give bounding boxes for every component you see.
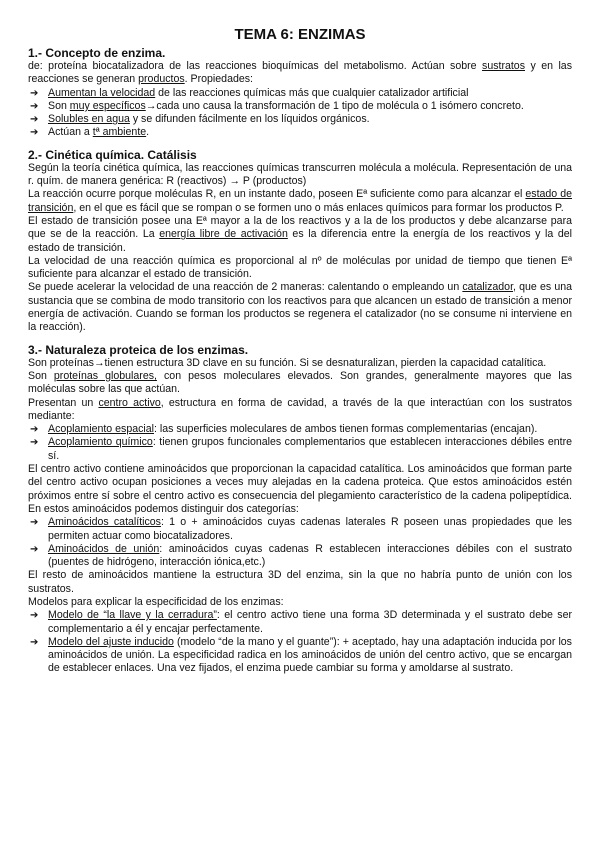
s1-bullet-3: ➔ Solubles en agua y se difunden fácilmente en los líquidos orgánicos.	[28, 113, 572, 126]
s3-bullet-spatial: ➔ Acoplamiento espacial: las superficies moleculares de ambos tienen formas complementarias (encajan).	[28, 423, 572, 436]
s2-paragraph-2: La reacción ocurre porque moléculas R, en un instante dado, poseen Eª suficiente como para alcanzar el estado de transición, en el que es fácil que se rompan o se formen uno o más enlaces químicos para formar los productos P.	[28, 188, 572, 214]
s2-paragraph-1: Según la teoría cinética química, las reacciones químicas transcurren molécula a molécula. Representación de una r. quím. de manera genérica: R (reactivos) → P (productos)	[28, 161, 572, 188]
section-3-heading: 3.- Naturaleza proteica de los enzimas.	[28, 342, 249, 357]
s2-paragraph-3: El estado de transición posee una Eª mayor a la de los reactivos y a la de los productos y debe alcanzarse para que se de la reacción. La energía libre de activación es la diferencia entre la energía de los reactivos y la del estado de transición.	[28, 214, 573, 254]
section-1-heading: 1.- Concepto de enzima.	[28, 46, 166, 60]
s3-bullet-binding: ➔ Aminoácidos de unión: aminoácidos cuyas cadenas R establecen interacciones débiles con el sustrato (puentes de hidrógeno, interacción iónica,etc.)	[28, 543, 572, 570]
s3-bullet-chemical: ➔ Acoplamiento químico: tienen grupos funcionales complementarios que establecen interacciones débiles entre sí.	[28, 436, 572, 463]
s3-paragraph-5: El resto de aminoácidos mantiene la estructura 3D del enzima, sin la que no habría punto de unión con los sustratos.	[28, 569, 572, 595]
section-2-heading: 2.- Cinética química. Catálisis	[28, 147, 197, 162]
s3-paragraph-4: El centro activo contiene aminoácidos que proporcionan la capacidad catalítica. Los aminoácidos que forman parte del centro activo ocupan posiciones a veces muy alejadas en la cadena proteica. Que estos aminoácidos estén próximos entre sí sobre el centro activo es consecuencia del plegamiento característico de la cadena polipeptídica. En estos aminoácidos podemos distinguir dos categorías:	[28, 463, 572, 515]
s1-bullet-1: ➔ Aumentan la velocidad de las reacciones químicas más que cualquier catalizador artificial	[28, 87, 572, 100]
page-title: TEMA 6: ENZIMAS	[234, 26, 366, 43]
s3-bullet-catalytic: ➔ Aminoácidos catalíticos: 1 o + aminoácidos cuyas cadenas laterales R poseen unas propiedades que les permiten actuar como biocatalizadores.	[28, 516, 572, 543]
s2-paragraph-5: Se puede acelerar la velocidad de una reacción de 2 maneras: calentando o empleando un catalizador, que es una sustancia que se combina de modo transitorio con los reactivos para que alcancen un estado de transición a menor energía de activación. Cuando se forman los productos se regenera el catalizador (no se consume ni interviene en la reacción).	[28, 281, 572, 334]
s3-paragraph-3: Presentan un centro activo, estructura en forma de cavidad, a través de la que interactúan con los sustratos mediante:	[28, 396, 572, 422]
s1-bullet-2: ➔ Son muy específicos→cada uno causa la transformación de 1 tipo de molécula o 1 isómero concreto.	[28, 100, 572, 113]
s3-bullet-induced-fit: ➔ Modelo del ajuste inducido (modelo “de la mano y el guante”): + aceptado, hay una adaptación inducida por los aminoácidos de unión. La especificidad radica en los aminoácidos de unión del centro activo, que se encargan de establecer enlaces. Una vez fijados, el enzima puede cambiar su forma y amoldarse al sustrato.	[28, 636, 572, 676]
s2-paragraph-4: La velocidad de una reacción química es proporcional al nº de moléculas por unidad de tiempo que tienen Eª suficiente para alcanzar el estado de transición.	[28, 254, 572, 281]
s3-paragraph-1: Son proteínas→tienen estructura 3D clave en su función. Si se desnaturalizan, pierden la capacidad catalítica.	[28, 356, 547, 369]
s1-bullet-4: ➔ Actúan a tª ambiente.	[28, 126, 572, 139]
s1-definition: de: proteína biocatalizadora de las reacciones bioquímicas del metabolismo. Actúan sobre sustratos y en las reacciones se generan productos. Propiedades:	[28, 60, 572, 86]
s3-paragraph-6: Modelos para explicar la especificidad de los enzimas:	[28, 595, 284, 608]
s3-bullet-lock-key: ➔ Modelo de “la llave y la cerradura”: el centro activo tiene una forma 3D determinada y el sustrato debe ser complementario a él y encajar perfectamente.	[28, 609, 572, 636]
s3-paragraph-2: Son proteínas globulares, con pesos moleculares elevados. Son grandes, generalmente mayores que las moléculas sobre las que actúan.	[28, 369, 572, 396]
